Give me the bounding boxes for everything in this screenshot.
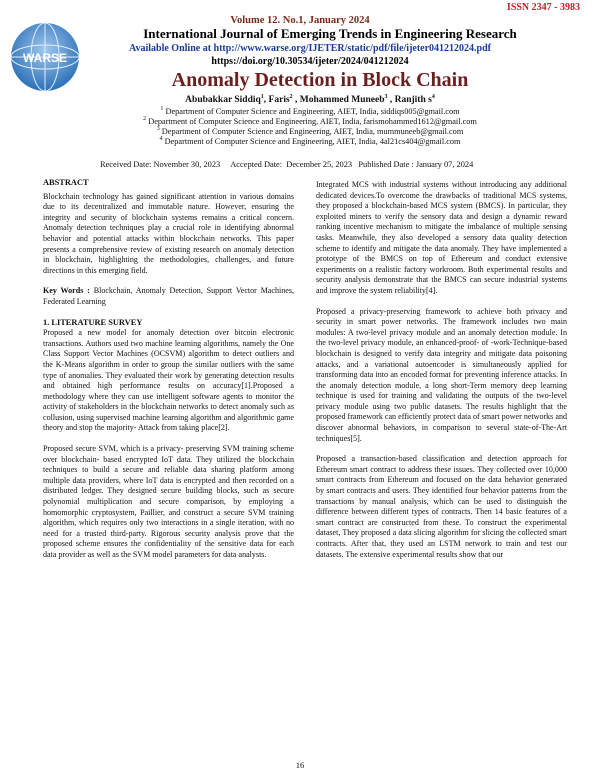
right-column <box>316 180 567 560</box>
literature-paragraph: Proposed secure SVM, which is a privacy- preserving SVM training scheme over blockchain- based encrypted IoT data. They utilized the blockchain techniques to build a secure and reliable data sharing platform among multiple data providers, where IoT data is encrypted and then recorded on a distributed ledger. They designed secure building blocks, such as secure polynomial multiplication and secure comparison, by employing a homomorphic cryptosystem, Paillier, and construct a secure SVM training algorithm, which requires only two interactions in a single iteration, with no need for a trusted third-party. Rigorous security analysis prove that the proposed scheme ensures the confidentiality of the sensitive data for each data provider as well as the SVM model parameters for data analysts. <box>43 444 294 559</box>
literature-survey-heading: 1. LITERATURE SURVEY <box>43 317 143 327</box>
body-paragraph: Proposed a privacy-preserving framework to achieve both privacy and security in smart power networks. The framework includes two main modules: A two-level privacy module and an anomaly detection module. In the two-level privacy module, an enhanced-proof- of -work-Technique-based blockchain is designed to verify data integrity and mitigate data poisoning attacks, and a variational autoencoder is simultaneously applied for transforming data into an encoded format for preventing inference attacks. In the anomaly detection module, a long short-Term memory deep learning technique is used for training and validating the outputs of the two-level privacy module using two public datasets. The results highlight that the proposed framework can efficiently protect data of smart power networks and discover abnormal behaviors, in comparison to several state-of-The-Art techniques[5]. <box>316 306 567 443</box>
volume-line: Volume 12. No.1, January 2024 <box>230 15 370 26</box>
paper-title: Anomaly Detection in Block Chain <box>171 69 469 91</box>
publication-dates: Received Date: November 30, 2023 Accepted Date: December 25, 2023 Published Date : January 07, 2024 <box>100 160 474 169</box>
keywords <box>43 286 294 307</box>
logo-text: WARSE <box>22 51 68 65</box>
author-sup: 1 <box>260 93 264 100</box>
keywords-text: Blockchain, Anomaly Detection, Support Vector Machines, Federated Learning <box>43 286 294 306</box>
body-paragraph: Proposed a transaction-based classification and detection approach for Ethereum smart contract to address these issues. They collected over 10,000 smart contracts from Ethereum and focused on the data behavior generated by smart contracts and users. They identified four behavior patterns from the transactions by manual analysis, which can be used to distinguish the difference between different types of contracts. Then 14 basic features of a smart contract are constructed from these. To construct the experimental dataset, They proposed a data slicing algorithm for slicing the collected smart contracts. After that, they used an LSTM network to train and test our datasets. The extensive experimental results show that our <box>316 454 567 559</box>
author-name: Mohammed Muneeb <box>299 95 385 105</box>
affiliation-2: $^2$ Department of Computer Science and Engineering, AIET, India, farismohammed1612@gmail.com <box>143 116 477 126</box>
author-sup: 2 <box>289 93 293 100</box>
affiliation-3: $^3$ Department of Computer Science and Engineering, AIET, India, mummuneeb@gmail.com <box>156 126 464 136</box>
author-sup: 3 <box>384 93 388 100</box>
issn-label: ISSN 2347 - 3983 <box>506 2 580 13</box>
author-list: Abubakkar Siddiq$^1$, Faris$^2$ , Mohammed Muneeb$^3$ , Ranjith $s^4$ <box>185 93 435 105</box>
journal-title: International Journal of Emerging Trends in Engineering Research <box>143 26 517 41</box>
author-name: Ranjith s <box>394 95 432 105</box>
abstract-heading: ABSTRACT <box>43 178 89 187</box>
affiliation-4: $^4$ Department of Computer Science and Engineering, AIET, India, 4al21cs404@gmail.com <box>159 136 461 146</box>
body-paragraph: Integrated MCS with industrial systems without introducing any additional dedicated devices.To overcome the drawbacks of traditional MCS systems, they proposed a blockchain-based MCS system (BMCS). In particular, they exploited miners to verify the sensory data and design a dynamic reward ranking incentive mechanism to mitigate the imbalance of multiple sensing tasks. Meanwhile, they also developed a sensory data quality detection scheme to identify and mitigate the data anomaly. They have implemented a prototype of the BMCS on top of Ethereum and conduct extensive experiments on a realistic factory workroom. Both experimental results and security analysis demonstrate that the BMCS can secure industrial systems and improve the system reliability[4]. <box>316 180 567 295</box>
doi-link[interactable]: https://doi.org/10.30534/ijeter/2024/041212024 <box>211 56 409 67</box>
author-sup: 4 <box>431 93 435 100</box>
affiliation-1: $^1$ Department of Computer Science and Engineering, AIET, India, siddiqs005@gmail.com <box>160 106 460 116</box>
available-online-link[interactable]: Available Online at http://www.warse.org/IJETER/static/pdf/file/ijeter041212024.pdf <box>128 43 492 54</box>
page-number: 16 <box>295 760 305 770</box>
abstract-text: Blockchain technology has gained significant attention in various domains due to its decentralized and immutable nature. However, ensuring the integrity and security of blockchain systems remains a critical concern. Anomaly detection techniques play a crucial role in identifying abnormal behavior and potential attacks within blockchain networks. This paper presents a comprehensive review of existing research on anomaly detection in blockchain, highlighting the methodologies, challenges, and future directions in this emerging field. <box>43 191 294 275</box>
keywords-label: Key Words : <box>43 286 90 296</box>
author-name: Abubakkar Siddiq <box>185 95 261 105</box>
left-column <box>43 178 294 561</box>
author-name: Faris <box>268 95 290 105</box>
literature-paragraph: Proposed a new model for anomaly detection over bitcoin electronic transactions. Authors used two machine learning algorithms, namely the One Class Support Vector Machines (OCSVM) algorithm to detect outliers and the K-Means algorithm in order to group the similar outliers with the same type of anomalies. They evaluated their work by generating detection results and obtained high performance results on accuracy[1].Proposed a methodology where they can use intelligent software agents to monitor the activity of stakeholders in the blockchain networks to detect anomaly such as collusion, using supervised machine learning algorithm and algorithmic game theory and stop the majority- Attack from taking place[2]. <box>43 328 294 433</box>
